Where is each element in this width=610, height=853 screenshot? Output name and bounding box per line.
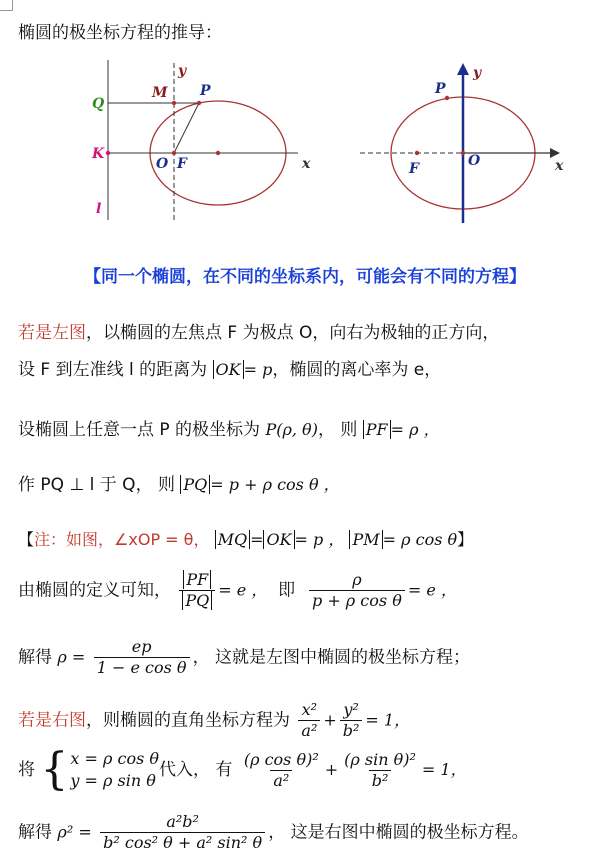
label-p-right: P: [435, 81, 446, 97]
paragraph-left-figure: [18, 318, 499, 343]
frac-den-rho: p + ρ cos θ: [309, 590, 405, 611]
system-row-x: x = ρ cos θ: [70, 749, 160, 768]
note-line: [18, 527, 473, 550]
fraction-ep: [94, 637, 190, 678]
fraction-sin: [341, 750, 419, 791]
fraction-rho: [309, 570, 405, 611]
note-eq3: = ρ cos θ: [382, 530, 458, 549]
eq-rho: = ρ ，: [390, 420, 440, 439]
paragraph-distance: [18, 355, 441, 380]
label-y-left: y: [178, 63, 187, 79]
frac-num-x2: x²: [301, 700, 318, 719]
plus-1: +: [323, 710, 337, 730]
polar-point-text: 设椭圆上任意一点 P 的极坐标为: [18, 420, 261, 440]
fraction-x2-a2: [298, 700, 320, 741]
x-arrow-right: [550, 148, 560, 158]
label-q: Q: [92, 96, 105, 112]
frac-den-a2: a²: [298, 720, 320, 741]
label-k: K: [92, 146, 105, 162]
frac-den-ep: 1 − e cos θ: [94, 657, 190, 678]
left-figure-marker: 若是左图: [18, 323, 86, 343]
point-p-left: [197, 101, 201, 105]
plus-2: +: [324, 760, 339, 779]
eccentricity-text: ，椭圆的离心率为 e，: [272, 360, 442, 380]
frac-num-cos: (ρ cos θ)²: [243, 749, 319, 769]
frac-den-pq: PQ: [182, 591, 212, 610]
eq-one-1: = 1，: [365, 710, 411, 730]
left-figure-text: ，以椭圆的左焦点 F 为极点 O，向右为极轴的正方向，: [86, 323, 500, 343]
distance-text: 设 F 到左准线 l 的距离为: [18, 360, 208, 380]
paragraph-solve-right: [18, 812, 529, 853]
eq-one-2: = 1，: [421, 760, 467, 779]
frac-den-mixed: b² cos² θ + a² sin² θ: [100, 832, 265, 853]
fraction-a2b2: [100, 812, 265, 853]
note-close: 】: [457, 530, 474, 549]
abs-pf: PF: [363, 420, 391, 439]
note-eq2: = p ，: [294, 530, 345, 549]
abs-ok-note: OK: [263, 530, 294, 549]
rho2-lhs: ρ² =: [57, 822, 92, 842]
paragraph-solve-left: [18, 637, 470, 678]
paragraph-right-figure: [18, 700, 410, 741]
note-angle: ：如图，∠xOP = θ，: [50, 530, 210, 549]
cartesian-text: ，则椭圆的直角坐标方程为: [86, 710, 290, 731]
definition-text: 由椭圆的定义可知，: [18, 580, 171, 601]
solve-text: 解得: [18, 647, 52, 668]
label-f-right: F: [409, 161, 419, 177]
right-conclusion: ， 这是右图中椭圆的极坐标方程。: [268, 822, 529, 843]
right-ellipse-figure: [355, 55, 580, 230]
frac-den-b2-2: b²: [369, 770, 392, 791]
paragraph-substitute: [18, 744, 467, 795]
paragraph-polar-point: [18, 415, 440, 440]
frac-num-rho: ρ: [352, 570, 362, 589]
namely-text: 即: [278, 580, 296, 601]
abs-pm: PM: [349, 530, 382, 549]
label-o-left: O: [156, 156, 169, 172]
eq-p: = p: [243, 360, 273, 379]
page-corner-mark: [0, 0, 13, 11]
fraction-y2-b2: [340, 700, 363, 741]
label-y-right: y: [473, 65, 482, 81]
substitute-text: 将: [18, 760, 35, 780]
paragraph-perpendicular: [18, 470, 340, 495]
right-figure-marker: 若是右图: [18, 710, 86, 731]
rho-lhs: ρ =: [57, 647, 86, 667]
note-marker: 注: [34, 530, 51, 549]
label-p-left: P: [200, 83, 211, 99]
label-f-left: F: [177, 156, 187, 172]
page-title: 椭圆的极坐标方程的推导：: [18, 23, 222, 43]
frac-num-ep: ep: [131, 637, 152, 656]
y-arrow-right: [457, 63, 469, 75]
frac-den-a2-2: a²: [270, 770, 292, 791]
frac-num-a2b2: a²b²: [166, 812, 199, 831]
center-left: [216, 151, 220, 155]
system-brace: { x = ρ cos θ y = ρ sin θ: [40, 744, 160, 795]
substituted-text: 代入， 有: [159, 760, 233, 780]
frac-num-y2: y²: [343, 700, 359, 719]
eq-e1: = e ，: [218, 580, 268, 600]
abs-pq: PQ: [180, 475, 210, 494]
label-m: M: [152, 85, 168, 101]
system-row-y: y = ρ sin θ: [70, 771, 156, 790]
eq-e2: = e ，: [407, 580, 457, 600]
frac-num-sin: (ρ sin θ)²: [344, 749, 416, 769]
fraction-pf-pq: [179, 570, 215, 611]
label-o-right: O: [468, 153, 481, 169]
frac-num-pf: PF: [183, 570, 211, 589]
paragraph-definition: [18, 570, 457, 611]
point-f-left: [172, 151, 176, 155]
label-x-left: x: [302, 156, 311, 172]
section-heading: 【同一个椭圆，在不同的坐标系内，可能会有不同的方程】: [84, 267, 526, 287]
solve-text-2: 解得: [18, 822, 52, 843]
left-conclusion: ， 这就是左图中椭圆的极坐标方程；: [192, 647, 470, 668]
point-k: [106, 151, 110, 155]
label-x-right: x: [555, 158, 564, 174]
point-o-right: [461, 151, 465, 155]
left-ellipse-figure: [88, 55, 328, 230]
note-eq1: =: [250, 530, 264, 549]
then-text: ， 则: [317, 420, 358, 440]
note-open: 【: [18, 530, 35, 549]
point-m: [172, 101, 176, 105]
eq-pq: = p + ρ cos θ ，: [210, 475, 340, 494]
point-coord: P(ρ, θ): [265, 420, 318, 439]
point-f-right: [415, 151, 419, 155]
label-l: l: [96, 201, 102, 217]
frac-den-b2: b²: [340, 720, 363, 741]
perpendicular-text: 作 PQ ⊥ l 于 Q， 则: [18, 475, 175, 495]
abs-mq: MQ: [215, 530, 251, 549]
abs-ok: OK: [213, 360, 244, 379]
fraction-cos: [241, 750, 322, 791]
